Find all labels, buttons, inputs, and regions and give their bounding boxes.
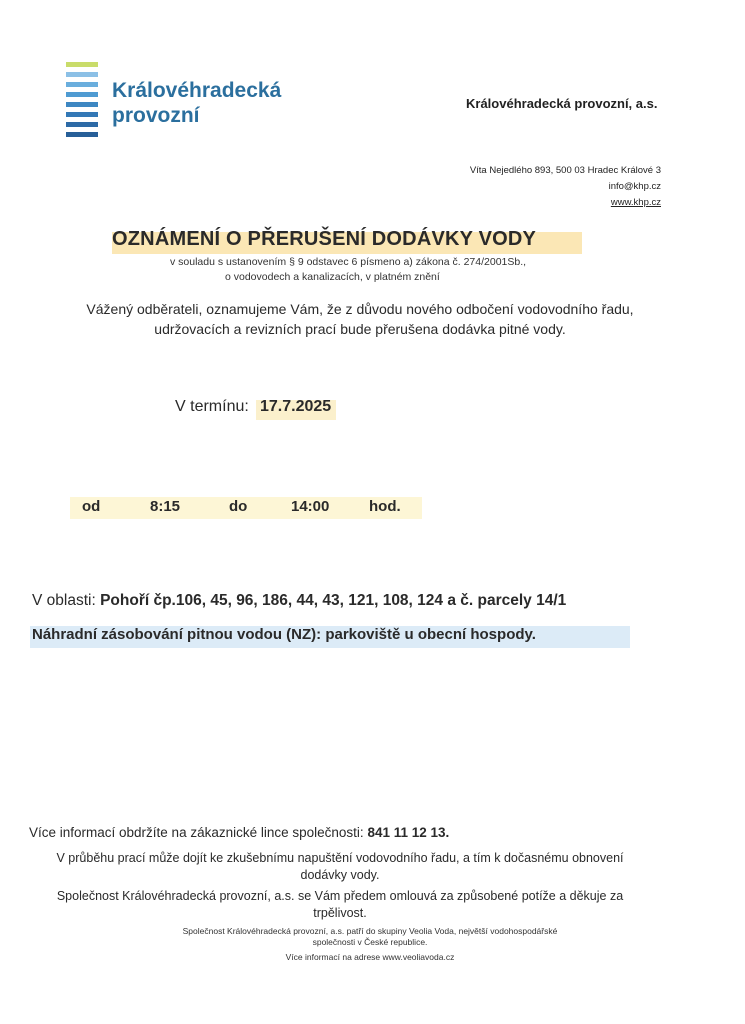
note-apology xyxy=(30,888,650,922)
more-info-text: Více informací obdržíte na zákaznické lince společnosti: xyxy=(29,825,364,840)
logo-bar xyxy=(66,72,98,77)
logo-line-2: provozní xyxy=(112,104,200,127)
footer-line-1: Společnost Královéhradecká provozní, a.s. patří do skupiny Veolia Voda, největší vodohospodářské xyxy=(182,926,558,936)
from-label: od xyxy=(82,498,101,515)
area-label: V oblasti: xyxy=(32,592,96,609)
logo-line-1: Královéhradecká xyxy=(112,79,282,102)
logo-bar xyxy=(66,92,98,97)
intro-line-2: udržovacích a revizních prací bude přerušena dodávka pitné vody. xyxy=(154,321,566,337)
term-label: V termínu: xyxy=(175,398,249,415)
logo-bar xyxy=(66,62,98,67)
logo-bar xyxy=(66,132,98,137)
address: Víta Nejedlého 893, 500 03 Hradec Králové 3 xyxy=(469,165,661,176)
footer-group-info xyxy=(120,926,620,948)
note-refill-line-2: dodávky vody. xyxy=(300,868,380,882)
email: info@khp.cz xyxy=(608,181,661,192)
notice-title: OZNÁMENÍ O PŘERUŠENÍ DODÁVKY VODY xyxy=(112,228,537,250)
logo-bar xyxy=(66,122,98,127)
company-name: Královéhradecká provozní, a.s. xyxy=(466,96,658,111)
logo-bar xyxy=(66,112,98,117)
from-time: 8:15 xyxy=(150,498,181,515)
website-link[interactable]: www.khp.cz xyxy=(610,197,661,208)
customer-phone: 841 11 12 13. xyxy=(367,825,450,840)
note-apology-line-2: trpělivost. xyxy=(313,906,367,920)
to-label: do xyxy=(229,498,248,515)
footer-web: Více informací na adrese www.veoliavoda.cz xyxy=(285,952,455,962)
note-refill-line-1: V průběhu prací může dojít ke zkušebnímu napuštění vodovodního řadu, a tím k dočasnému obnovení xyxy=(56,851,624,865)
note-refill xyxy=(30,850,650,884)
law-reference-line-1: v souladu s ustanovením § 9 odstavec 6 písmeno a) zákona č. 274/2001Sb., xyxy=(170,256,527,268)
contact-block xyxy=(470,163,661,211)
more-info xyxy=(29,825,449,840)
intro-text xyxy=(60,299,660,339)
law-reference-line-2: o vodovodech a kanalizacích, v platném znění xyxy=(225,271,440,283)
notice-title-wrap xyxy=(112,228,536,251)
time-unit: hod. xyxy=(369,498,401,515)
affected-area xyxy=(32,592,566,610)
note-apology-line-1: Společnost Královéhradecká provozní, a.s. se Vám předem omlouvá za způsobené potíže a děkuje za xyxy=(56,889,624,903)
company-logo xyxy=(112,78,281,128)
logo-bar xyxy=(66,102,98,107)
substitute-supply: Náhradní zásobování pitnou vodou (NZ): parkoviště u obecní hospody. xyxy=(32,626,536,643)
logo-bars-icon xyxy=(66,62,98,142)
intro-line-1: Vážený odběrateli, oznamujeme Vám, že z důvodu nového odbočení vodovodního řadu, xyxy=(86,301,634,317)
footer-line-2: společnosti v České republice. xyxy=(312,937,428,947)
logo-bar xyxy=(66,82,98,87)
area-value: Pohoří čp.106, 45, 96, 186, 44, 43, 121, 108, 124 a č. parcely 14/1 xyxy=(100,592,567,609)
outage-date: 17.7.2025 xyxy=(260,398,332,415)
to-time: 14:00 xyxy=(291,498,330,515)
